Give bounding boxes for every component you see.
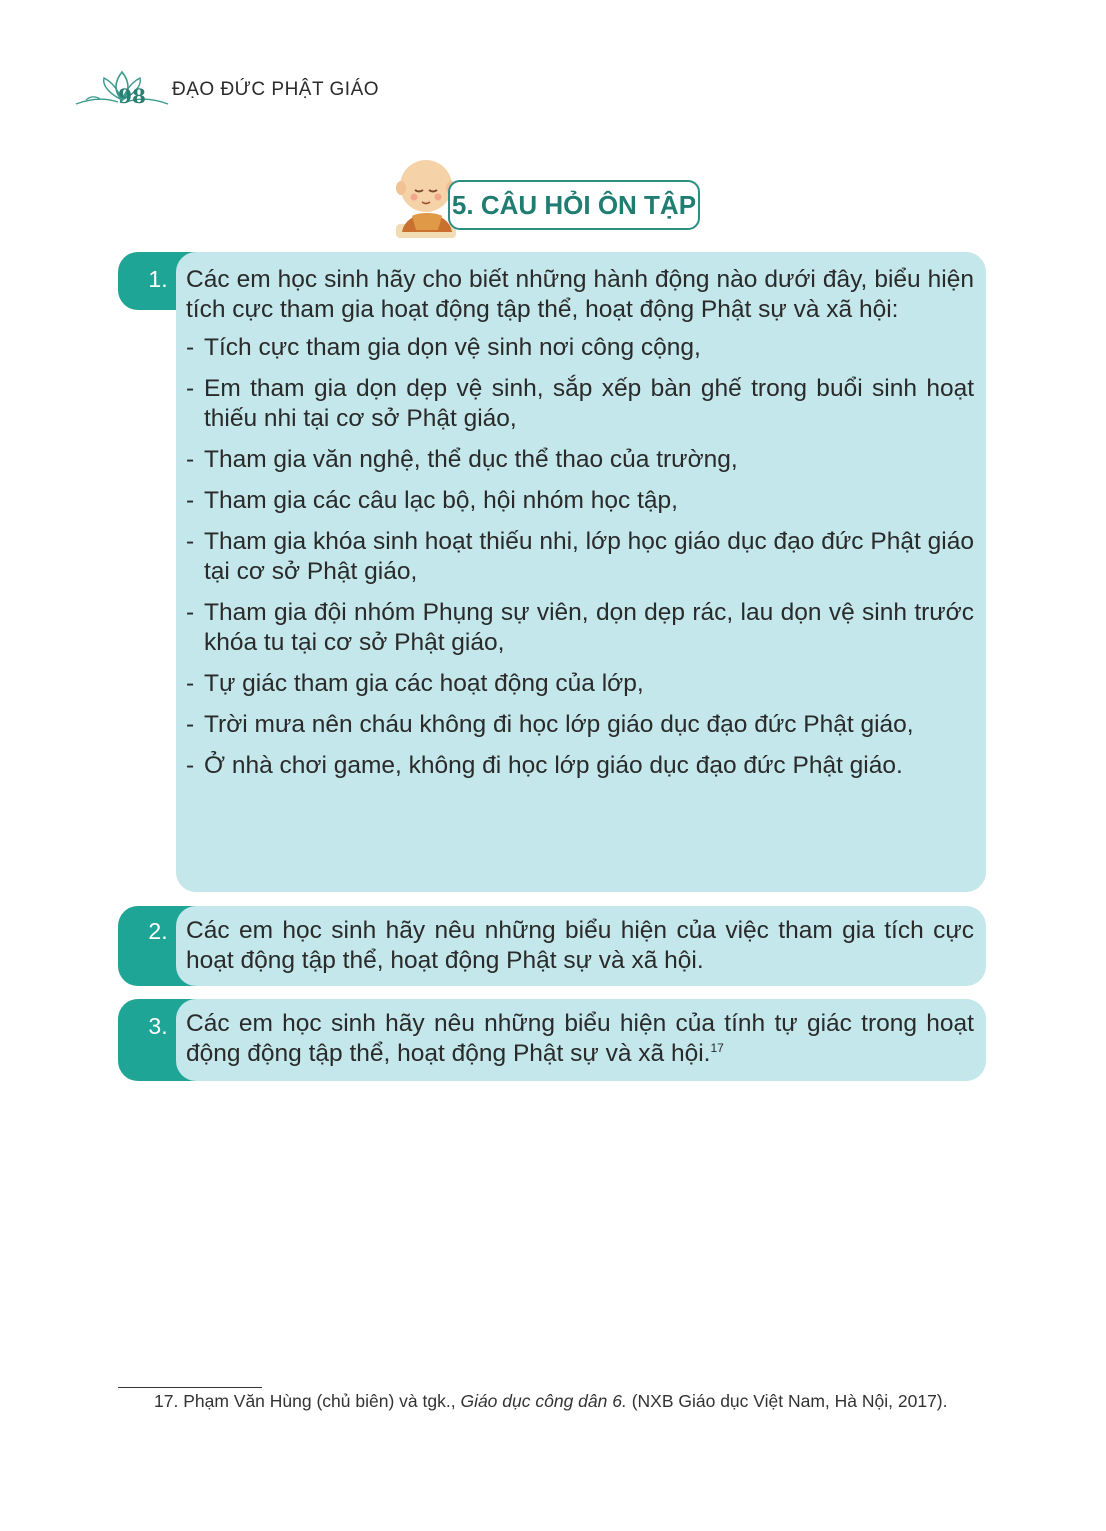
question-2 xyxy=(118,906,986,986)
question-prompt: Các em học sinh hãy nêu những biểu hiện của tính tự giác trong hoạt động động tập thể, hoạt động Phật sự và xã hội. xyxy=(186,1010,974,1067)
list-item-text: Ở nhà chơi game, không đi học lớp giáo dục đạo đức Phật giáo. xyxy=(204,752,903,779)
list-item: - Ở nhà chơi game, không đi học lớp giáo dục đạo đức Phật giáo. xyxy=(186,752,903,779)
list-item-text: Tự giác tham gia các hoạt động của lớp, xyxy=(204,670,644,697)
list-item: - Tham gia đội nhóm Phụng sự viên, dọn dẹp rác, lau dọn vệ sinh trước khóa tu tại cơ sở Phật giáo, xyxy=(186,599,974,656)
list-item: - Em tham gia dọn dẹp vệ sinh, sắp xếp bàn ghế trong buổi sinh hoạt thiếu nhi tại cơ sở Phật giáo, xyxy=(186,375,974,432)
list-item: - Tham gia khóa sinh hoạt thiếu nhi, lớp học giáo dục đạo đức Phật giáo tại cơ sở Phật giáo, xyxy=(186,528,974,585)
list-item: - Tự giác tham gia các hoạt động của lớp, xyxy=(186,670,644,697)
footnote-text-after: (NXB Giáo dục Việt Nam, Hà Nội, 2017). xyxy=(631,1391,948,1411)
page-header xyxy=(72,64,392,114)
list-item: - Tham gia văn nghệ, thể dục thể thao của trường, xyxy=(186,446,738,473)
question-number: 1. xyxy=(148,266,168,292)
question-number: 3. xyxy=(148,1013,168,1039)
answer-options xyxy=(186,333,974,781)
question-text xyxy=(186,1009,974,1069)
list-item-text: Trời mưa nên cháu không đi học lớp giáo dục đạo đức Phật giáo, xyxy=(204,711,914,738)
question-1 xyxy=(118,252,986,892)
footnote-text-before: Phạm Văn Hùng (chủ biên) và tgk., xyxy=(183,1391,456,1411)
question-number: 2. xyxy=(148,918,168,944)
running-title: ĐẠO ĐỨC PHẬT GIÁO xyxy=(172,79,380,100)
footnote xyxy=(118,1390,992,1412)
section-title-box xyxy=(448,180,700,230)
list-item-text: Tham gia đội nhóm Phụng sự viên, dọn dẹp rác, lau dọn vệ sinh trước khóa tu tại cơ sở Phật giáo, xyxy=(204,599,974,656)
page-number: 98 xyxy=(118,84,146,108)
list-item-text: Em tham gia dọn dẹp vệ sinh, sắp xếp bàn ghế trong buổi sinh hoạt thiếu nhi tại cơ sở Phật giáo, xyxy=(204,375,974,432)
list-item: - Tích cực tham gia dọn vệ sinh nơi công cộng, xyxy=(186,334,701,361)
list-item: - Trời mưa nên cháu không đi học lớp giáo dục đạo đức Phật giáo, xyxy=(186,711,914,738)
list-item-text: Tích cực tham gia dọn vệ sinh nơi công cộng, xyxy=(204,334,701,361)
list-item-text: Tham gia khóa sinh hoạt thiếu nhi, lớp học giáo dục đạo đức Phật giáo tại cơ sở Phật giáo, xyxy=(204,528,974,585)
section-title: 5. CÂU HỎI ÔN TẬP xyxy=(451,189,697,220)
question-text xyxy=(186,265,974,792)
footnote-number: 17. xyxy=(154,1391,179,1411)
footnote-divider xyxy=(118,1387,262,1388)
section-heading xyxy=(388,150,718,242)
list-item-text: Tham gia văn nghệ, thể dục thể thao của trường, xyxy=(204,446,738,473)
list-item: - Tham gia các câu lạc bộ, hội nhóm học tập, xyxy=(186,487,678,514)
question-prompt: Các em học sinh hãy cho biết những hành động nào dưới đây, biểu hiện tích cực tham gia hoạt động tập thể, hoạt động Phật sự và xã hội: xyxy=(186,266,974,323)
footnote-book-title: Giáo dục công dân 6. xyxy=(460,1391,627,1411)
question-prompt: Các em học sinh hãy nêu những biểu hiện của việc tham gia tích cực hoạt động tập thể, hoạt động Phật sự và xã hội. xyxy=(186,917,974,974)
list-item-text: Tham gia các câu lạc bộ, hội nhóm học tập, xyxy=(204,487,678,514)
question-3 xyxy=(118,999,986,1081)
footnote-reference: 17 xyxy=(710,1040,724,1055)
